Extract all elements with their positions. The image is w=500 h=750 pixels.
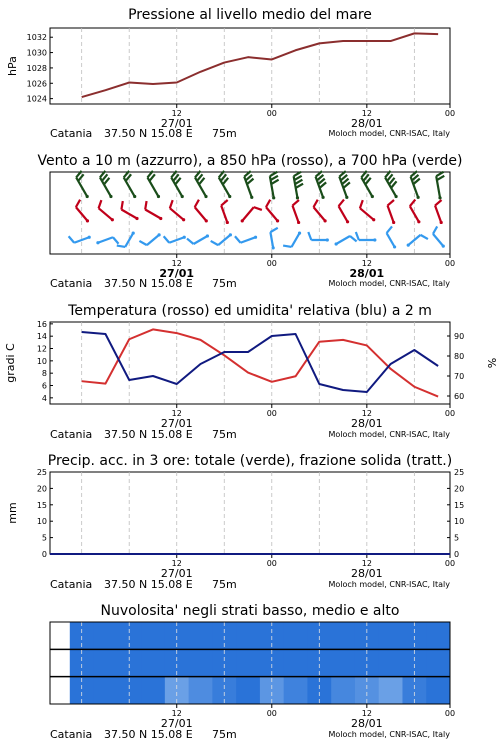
location-coords: 37.50 N 15.08 E <box>104 728 193 741</box>
x-tick-label: 00 <box>266 709 277 718</box>
wind-barb-700-hPa <box>270 172 279 200</box>
chart-title-wind: Vento a 10 m (azzurro), a 850 hPa (rosso), a 700 hPa (verde) <box>37 153 463 169</box>
location-elevation: 75m <box>212 728 237 741</box>
location-name: Catania <box>50 127 93 140</box>
x-tick-label: 00 <box>444 109 456 118</box>
barb-staff <box>339 206 348 222</box>
day-label: 28/01 <box>350 417 383 430</box>
barb-tip <box>133 195 136 198</box>
chart-title-pressure: Pressione al livello medio del mare <box>128 7 372 23</box>
wind-barb-10-m <box>270 228 277 250</box>
location-coords: 37.50 N 15.08 E <box>104 428 193 441</box>
barb-staff <box>99 208 113 220</box>
location-coords: 37.50 N 15.08 E <box>104 277 193 290</box>
barb-tip <box>229 233 232 236</box>
barb-feather <box>145 201 146 209</box>
x-tick-label: 12 <box>361 709 372 718</box>
barb-feather <box>271 180 278 184</box>
cloud-cell-basso <box>236 677 260 704</box>
y-tick-label: 10 <box>36 356 47 366</box>
wind-barb-10-m <box>211 233 232 245</box>
model-credit: Moloch model, CNR-ISAC, Italy <box>328 129 450 138</box>
wind-barb-10-m <box>117 231 135 246</box>
barb-feather <box>360 200 363 208</box>
cloud-cell-basso <box>379 677 403 704</box>
barb-feather <box>387 226 392 233</box>
location-elevation: 75m <box>212 127 237 140</box>
barb-tip <box>442 245 445 248</box>
day-label: 28/01 <box>350 567 383 580</box>
wind-barb-10-m <box>335 236 357 246</box>
day-label: 27/01 <box>160 717 193 730</box>
barb-staff <box>145 210 161 219</box>
cloud-cell-medio <box>426 649 450 676</box>
wind-barb-850-hPa <box>145 201 162 220</box>
y-tick-label-right: 80 <box>454 352 465 361</box>
day-label: 27/01 <box>160 417 193 430</box>
wind-barb-850-hPa <box>76 200 89 223</box>
wind-barb-700-hPa <box>436 172 444 200</box>
barb-tip <box>417 196 420 199</box>
cloud-cell-alto <box>189 622 213 649</box>
y-tick-label: 10 <box>36 517 47 527</box>
day-label: 28/01 <box>350 717 383 730</box>
barb-tip <box>254 236 257 239</box>
barb-feather <box>296 184 303 188</box>
barb-staff <box>147 235 159 245</box>
barb-tip <box>345 196 348 199</box>
y-tick-label: 1032 <box>26 33 47 43</box>
model-credit: Moloch model, CNR-ISAC, Italy <box>328 580 450 589</box>
barb-feather <box>388 200 394 206</box>
x-tick-label: 12 <box>171 559 182 568</box>
barb-staff <box>435 206 441 223</box>
barb-tip <box>321 196 324 199</box>
barb-tip <box>96 241 99 244</box>
y-tick-label: 25 <box>36 468 47 477</box>
barb-tip <box>157 233 160 236</box>
cloud-cell-basso <box>331 677 355 704</box>
y-tick-label: 20 <box>36 484 47 494</box>
cloud-cell-basso <box>284 677 308 704</box>
y-tick-label-right: 5 <box>454 533 460 543</box>
location-name: Catania <box>50 428 93 441</box>
x-tick-label: 12 <box>171 409 182 418</box>
barb-feather <box>356 232 359 240</box>
wind-barb-10-m <box>187 234 209 244</box>
barb-feather <box>271 176 278 180</box>
location-name: Catania <box>50 277 93 290</box>
barb-feather <box>433 226 437 233</box>
barb-staff <box>241 237 256 242</box>
y-tick-label-right: 60 <box>454 392 465 401</box>
barb-feather <box>295 180 302 184</box>
barb-tip <box>88 236 91 239</box>
cloud-cell-medio <box>284 649 308 676</box>
wind-barb-700-hPa <box>294 172 303 200</box>
wind-barb-10-m <box>235 236 257 243</box>
barb-tip <box>159 217 162 220</box>
location-elevation: 75m <box>212 578 237 591</box>
barb-tip <box>183 236 186 239</box>
barb-staff <box>292 206 298 223</box>
day-label: 27/01 <box>159 267 195 280</box>
barb-tip <box>109 195 112 198</box>
cloud-cell-basso <box>426 677 450 704</box>
barb-staff <box>292 233 300 247</box>
wind-barb-700-hPa <box>361 171 374 198</box>
barb-feather <box>266 200 270 207</box>
barb-feather <box>211 241 218 245</box>
barb-tip <box>392 221 395 224</box>
barb-tip <box>297 221 300 224</box>
wind-barb-850-hPa <box>292 200 300 224</box>
barb-tip <box>205 219 208 222</box>
barb-tip <box>157 195 160 198</box>
barb-staff <box>336 236 350 244</box>
wind-barb-10-m <box>433 226 445 247</box>
cloud-cell-alto <box>331 622 355 649</box>
cloud-cell-basso <box>189 677 213 704</box>
location-coords: 37.50 N 15.08 E <box>104 127 193 140</box>
location-coords: 37.50 N 15.08 E <box>104 578 193 591</box>
wind-barb-10-m <box>407 235 428 247</box>
y-tick-label: 14 <box>36 332 47 342</box>
pressure-line <box>82 33 438 97</box>
wind-barb-10-m <box>308 232 329 242</box>
y-tick-label: 16 <box>36 319 47 329</box>
barb-tip <box>335 242 338 245</box>
wind-barb-850-hPa <box>170 200 185 221</box>
day-label: 27/01 <box>160 117 193 130</box>
wind-barb-700-hPa <box>219 171 232 198</box>
barb-tip <box>181 195 184 198</box>
barb-feather <box>69 236 75 242</box>
barb-tip <box>346 220 349 223</box>
wind-barb-700-hPa <box>171 171 184 198</box>
wind-barb-10-m <box>139 233 160 245</box>
chart-title-clouds: Nuvolosita' negli strati basso, medio e alto <box>100 603 400 619</box>
barb-feather <box>117 246 125 247</box>
barb-feather <box>139 241 146 245</box>
y-axis-label: gradi C <box>4 343 17 383</box>
barb-feather <box>170 200 173 208</box>
location-name: Catania <box>50 578 93 591</box>
barb-feather <box>195 200 199 207</box>
barb-tip <box>296 196 299 199</box>
y-tick-label-right: 25 <box>454 468 465 477</box>
x-tick-label: 12 <box>361 559 372 568</box>
wind-barb-10-m <box>387 226 397 248</box>
wind-barb-700-hPa <box>385 171 398 198</box>
barb-feather <box>254 207 262 210</box>
x-tick-label: 00 <box>444 559 456 568</box>
wind-barb-850-hPa <box>435 200 443 224</box>
barb-staff <box>433 234 443 246</box>
barb-tip <box>417 220 420 223</box>
x-tick-label: 00 <box>444 709 456 718</box>
wind-barb-700-hPa <box>411 171 420 199</box>
x-tick-label: 12 <box>361 259 372 268</box>
wind-barb-850-hPa <box>314 200 327 223</box>
barb-tip <box>226 221 229 224</box>
barb-tip <box>204 195 207 198</box>
barb-staff <box>195 207 207 221</box>
barb-feather <box>339 200 344 207</box>
x-tick-label: 12 <box>361 109 372 118</box>
y-tick-label-right: 70 <box>454 372 465 381</box>
barb-tip <box>241 219 244 222</box>
barb-tip <box>407 244 410 247</box>
cloud-cell-alto <box>141 622 165 649</box>
barb-feather <box>435 200 441 206</box>
wind-barb-700-hPa <box>244 171 253 199</box>
cloud-cell-medio <box>94 649 118 676</box>
barb-feather <box>121 201 122 209</box>
barb-staff <box>388 206 394 223</box>
cloud-cell-medio <box>379 649 403 676</box>
wind-barb-850-hPa <box>99 200 114 221</box>
wind-barb-850-hPa <box>339 200 350 224</box>
barb-feather <box>294 176 301 180</box>
model-credit: Moloch model, CNR-ISAC, Italy <box>328 730 450 739</box>
x-tick-label: 12 <box>171 709 182 718</box>
y-tick-label-right: 0 <box>454 550 460 559</box>
chart-title-precipitation: Precip. acc. in 3 ore: totale (verde), frazione solida (tratt.) <box>47 453 453 469</box>
barb-tip <box>111 218 114 221</box>
day-label: 28/01 <box>350 117 383 130</box>
barb-tip <box>135 217 138 220</box>
barb-tip <box>250 196 253 199</box>
wind-barb-700-hPa <box>76 171 89 198</box>
cloud-cell-alto <box>284 622 308 649</box>
y-axis-label-right: % <box>485 357 498 369</box>
wind-barb-10-m <box>96 237 118 244</box>
barb-tip <box>393 245 396 248</box>
x-tick-label: 00 <box>266 409 277 418</box>
y-tick-label: 1028 <box>26 63 47 73</box>
y-tick-label: 5 <box>41 533 47 543</box>
cloud-cell-alto <box>426 622 450 649</box>
wind-barb-850-hPa <box>266 200 279 223</box>
x-tick-label: 00 <box>266 559 277 568</box>
location-elevation: 75m <box>212 428 237 441</box>
wind-barb-850-hPa <box>410 200 421 224</box>
barb-tip <box>272 196 275 199</box>
plot-frame <box>50 28 450 104</box>
barb-staff <box>387 233 395 247</box>
barb-feather <box>187 239 194 244</box>
y-tick-label-right: 90 <box>454 332 465 341</box>
wind-barb-10-m <box>356 232 377 242</box>
wind-barb-700-hPa <box>195 171 208 198</box>
barb-tip <box>371 195 374 198</box>
cloud-cell-basso <box>141 677 165 704</box>
y-tick-label-right: 10 <box>454 517 465 527</box>
y-tick-label-right: 20 <box>454 484 465 494</box>
wind-barb-10-m <box>164 236 186 243</box>
wind-barb-850-hPa <box>221 200 229 224</box>
y-axis-label: mm <box>6 502 19 524</box>
barb-tip <box>272 246 275 249</box>
plot-frame <box>50 472 450 554</box>
x-tick-label: 00 <box>266 109 277 118</box>
y-tick-label: 0 <box>41 550 47 559</box>
cloud-cell-alto <box>236 622 260 649</box>
barb-feather <box>308 232 311 240</box>
barb-tip <box>298 231 301 234</box>
x-tick-label: 12 <box>361 409 372 418</box>
plot-frame <box>50 322 450 404</box>
y-tick-label: 15 <box>36 500 47 510</box>
y-tick-label: 8 <box>41 369 47 379</box>
y-tick-label: 4 <box>41 393 47 403</box>
wind-barb-700-hPa <box>147 171 160 198</box>
y-tick-label-right: 15 <box>454 500 465 510</box>
model-credit: Moloch model, CNR-ISAC, Italy <box>328 430 450 439</box>
day-label: 28/01 <box>349 267 385 280</box>
x-tick-label: 12 <box>171 109 182 118</box>
barb-tip <box>372 218 375 221</box>
barb-feather <box>99 200 102 208</box>
barb-tip <box>86 195 89 198</box>
temperature-line <box>82 329 438 396</box>
barb-tip <box>206 234 209 237</box>
wind-barb-10-m <box>69 236 91 243</box>
x-tick-label: 00 <box>444 409 456 418</box>
barb-feather <box>292 200 298 206</box>
wind-barb-700-hPa <box>100 171 113 198</box>
wind-barb-700-hPa <box>316 171 327 199</box>
x-tick-label: 12 <box>171 259 182 268</box>
cloud-cell-medio <box>236 649 260 676</box>
chart-title-temperature: Temperatura (rosso) ed umidita' relativa (blu) a 2 m <box>68 303 432 319</box>
wind-barb-850-hPa <box>360 200 375 221</box>
barb-tip <box>373 238 376 241</box>
cloud-cell-medio <box>141 649 165 676</box>
barb-tip <box>86 219 89 222</box>
barb-tip <box>323 219 326 222</box>
y-tick-label: 1026 <box>26 79 47 89</box>
barb-tip <box>182 218 185 221</box>
cloud-cell-medio <box>331 649 355 676</box>
wind-barb-10-m <box>283 231 301 246</box>
model-credit: Moloch model, CNR-ISAC, Italy <box>328 279 450 288</box>
barb-tip <box>276 219 279 222</box>
barb-staff <box>270 232 273 248</box>
location-name: Catania <box>50 728 93 741</box>
barb-feather <box>113 237 119 243</box>
wind-barb-850-hPa <box>388 200 396 224</box>
y-tick-label: 1024 <box>26 94 47 104</box>
wind-barb-850-hPa <box>121 201 138 220</box>
barb-feather <box>420 235 427 239</box>
barb-tip <box>228 195 231 198</box>
barb-feather <box>437 176 444 180</box>
barb-staff <box>194 236 208 244</box>
y-tick-label: 6 <box>41 381 47 391</box>
day-label: 27/01 <box>160 567 193 580</box>
barb-staff <box>98 237 113 242</box>
barb-tip <box>394 195 397 198</box>
wind-barb-700-hPa <box>124 171 137 198</box>
cloud-cell-basso <box>94 677 118 704</box>
y-tick-label: 1030 <box>26 48 47 58</box>
wind-barb-850-hPa <box>195 200 208 223</box>
barb-feather <box>235 236 241 242</box>
wind-barb-700-hPa <box>339 171 350 199</box>
barb-feather <box>350 236 357 241</box>
y-tick-label: 12 <box>36 344 47 354</box>
barb-tip <box>440 221 443 224</box>
x-tick-label: 00 <box>444 259 456 268</box>
barb-feather <box>314 200 318 207</box>
barb-tip <box>326 238 329 241</box>
barb-tip <box>438 196 441 199</box>
x-tick-label: 00 <box>266 259 277 268</box>
cloud-cell-medio <box>189 649 213 676</box>
location-elevation: 75m <box>212 277 237 290</box>
barb-feather <box>283 246 291 247</box>
barb-tip <box>132 231 135 234</box>
barb-feather <box>164 236 170 242</box>
y-axis-label: hPa <box>6 56 19 76</box>
cloud-cell-alto <box>379 622 403 649</box>
wind-barb-850-hPa <box>241 207 262 222</box>
cloud-cell-alto <box>94 622 118 649</box>
barb-staff <box>242 207 254 221</box>
barb-feather <box>76 200 80 207</box>
